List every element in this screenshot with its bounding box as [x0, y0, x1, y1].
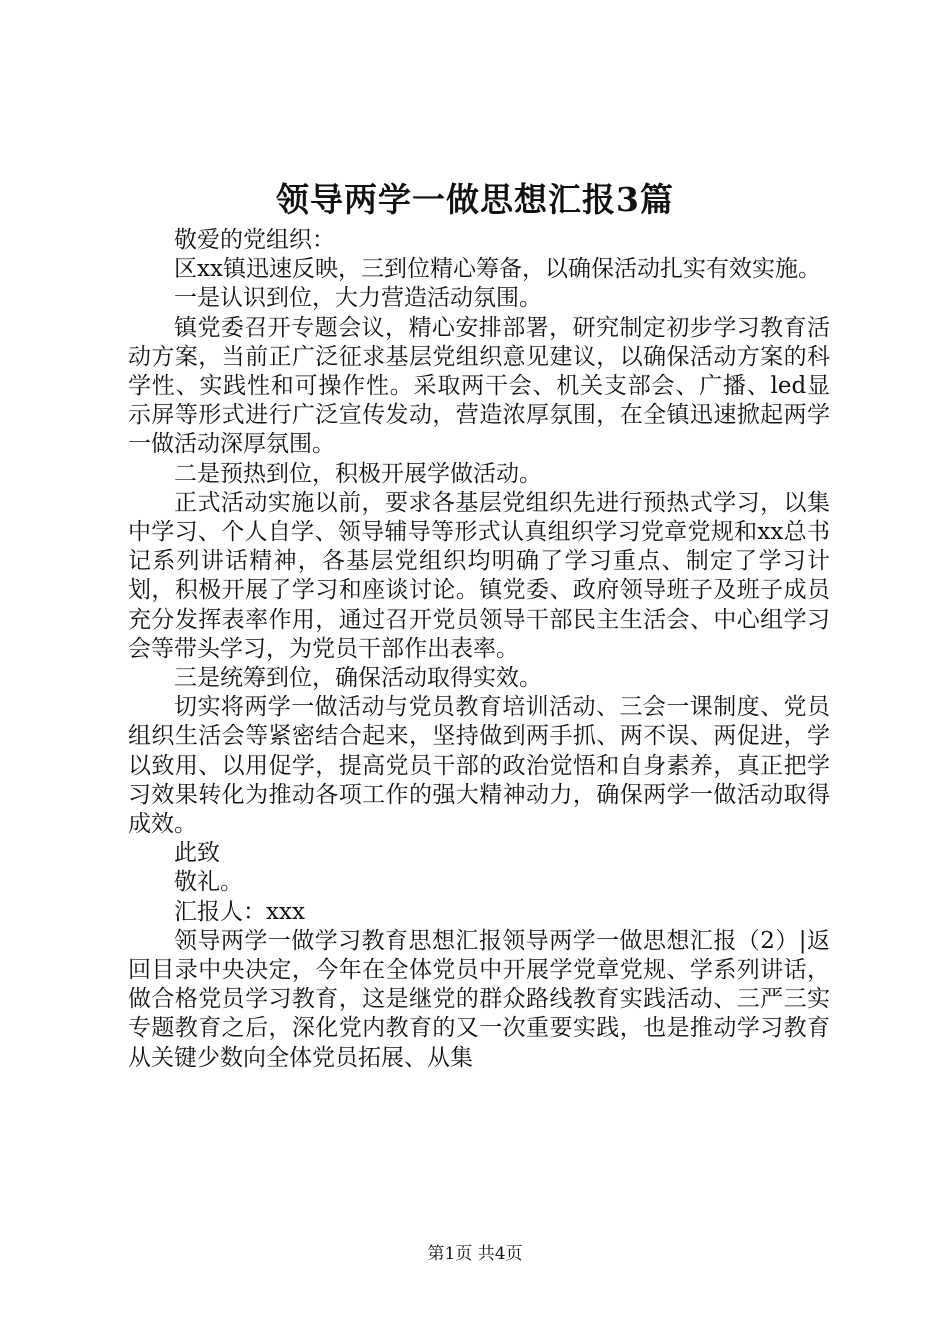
- paragraph-body-3: 切实将两学一做活动与党员教育培训活动、三会一课制度、党员组织生活会等紧密结合起来，坚持做到两手抓、两不误、两促进，学以致用、以用促学，提高党员干部的政治觉悟和自身素养，真正把学习效果转化为推动各项工作的强大精神动力，确保两学一做活动取得成效。: [128, 694, 830, 838]
- paragraph-signature: 汇报人：xxx: [174, 898, 305, 925]
- paragraph-salutation: 敬爱的党组织：: [174, 227, 335, 253]
- document-title: 领导两学一做思想汇报3篇: [276, 180, 674, 219]
- page-number-footer: 第1页 共4页: [427, 1244, 523, 1264]
- paragraph-heading-1: 一是认识到位，大力营造活动氛围。: [174, 285, 542, 312]
- paragraph-closing-2: 敬礼。: [174, 869, 243, 896]
- paragraph-closing-1: 此致: [174, 840, 220, 867]
- paragraph-body-2: 正式活动实施以前，要求各基层党组织先进行预热式学习，以集中学习、个人自学、领导辅导等形式认真组织学习党章党规和xx总书记系列讲话精神，各基层党组织均明确了学习重点、制定了学习计划，积极开展了学习和座谈讨论。镇党委、政府领导班子及班子成员充分发挥表率作用，通过召开党员领导干部民主生活会、中心组学习会等带头学习，为党员干部作出表率。: [128, 489, 830, 662]
- paragraph-intro: 区xx镇迅速反映，三到位精心筹备，以确保活动扎实有效实施。: [174, 256, 821, 283]
- document-body: [128, 226, 830, 1073]
- paragraph-heading-2: 二是预热到位，积极开展学做活动。: [174, 460, 542, 487]
- paragraph-second-article: 领导两学一做学习教育思想汇报领导两学一做思想汇报（2）|返回目录中央决定，今年在全体党员中开展学党章党规、学系列讲话，做合格党员学习教育，这是继党的群众路线教育实践活动、三严三实专题教育之后，深化党内教育的又一次重要实践，也是推动学习教育从关键少数向全体党员拓展、从集: [128, 927, 830, 1071]
- paragraph-body-1: 镇党委召开专题会议，精心安排部署，研究制定初步学习教育活动方案，当前正广泛征求基层党组织意见建议，以确保活动方案的科学性、实践性和可操作性。采取两干会、机关支部会、广播、led显示屏等形式进行广泛宣传发动，营造浓厚氛围，在全镇迅速掀起两学一做活动深厚氛围。: [128, 314, 830, 458]
- paragraph-heading-3: 三是统筹到位，确保活动取得实效。: [174, 665, 542, 692]
